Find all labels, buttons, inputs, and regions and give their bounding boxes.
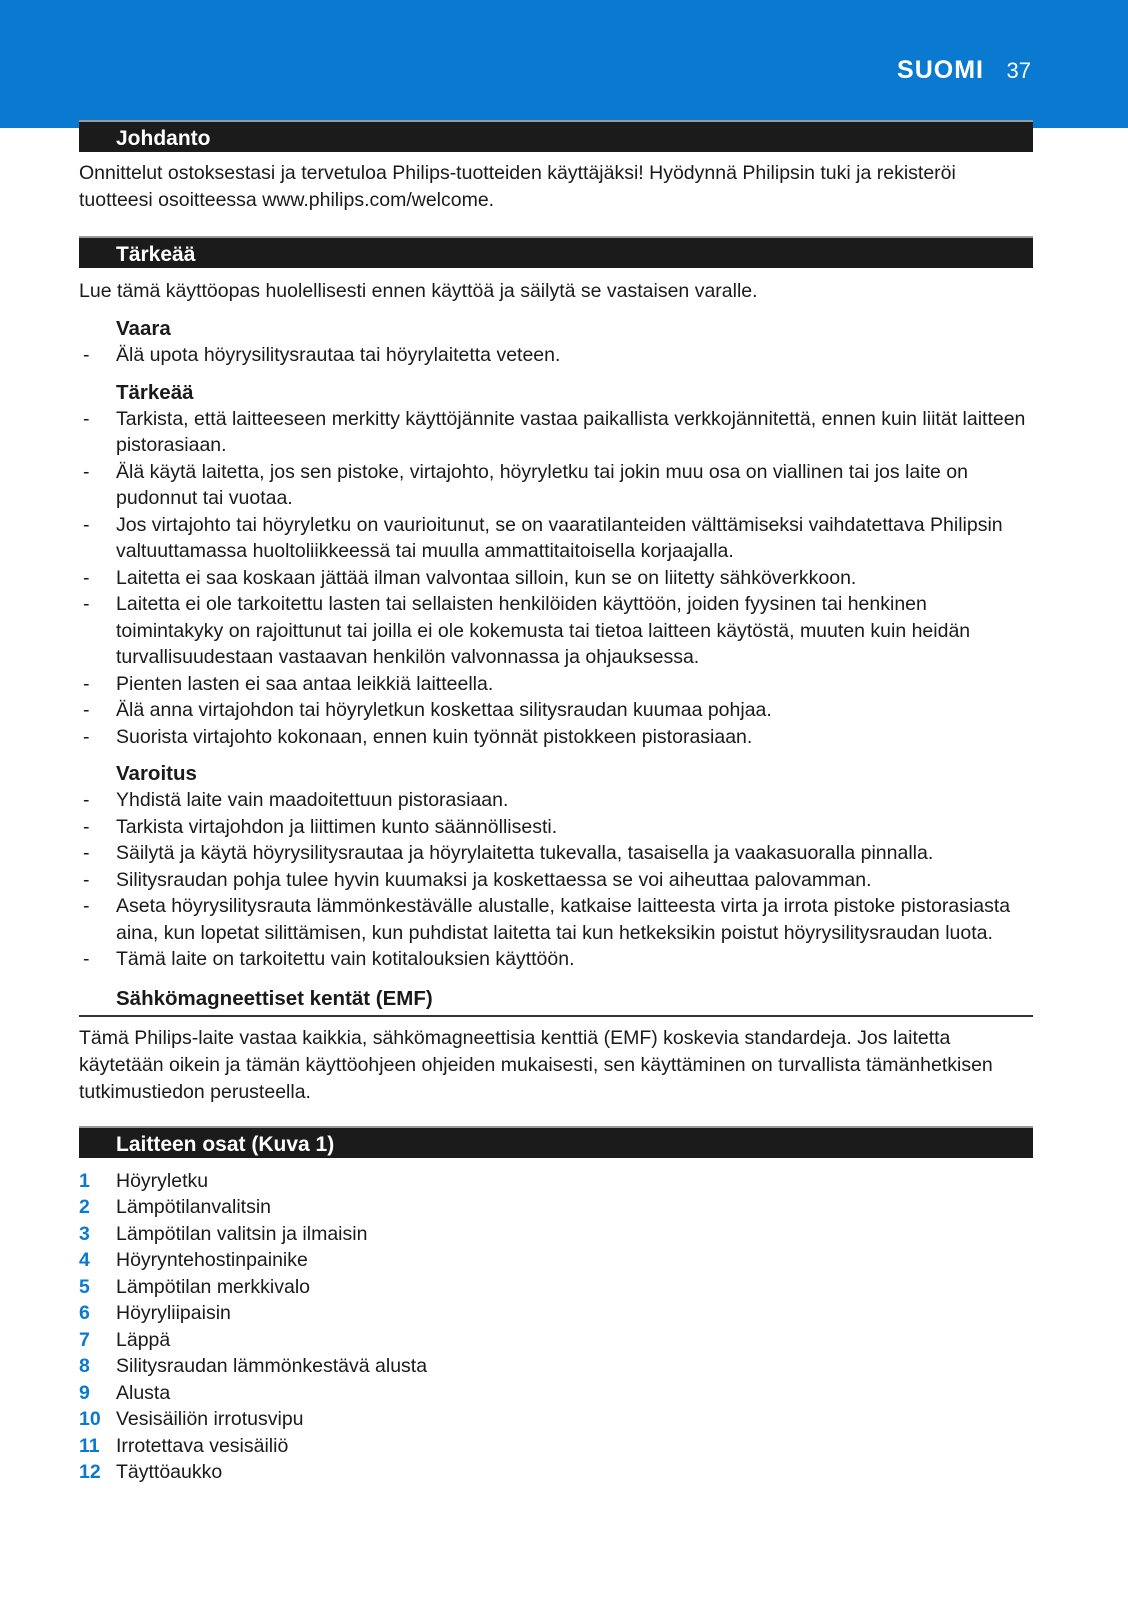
list-item-text: Laitetta ei ole tarkoitettu lasten tai sellaisten henkilöiden käyttöön, joiden fyysinen tai henkinen toimintakyky on rajoittunut tai joilla ei ole kokemusta tai tietoa laitteen käytöstä, muuten kuin heidän turvallisuudestaan vastaavan henkilön valvonnassa ja ohjauksessa. bbox=[116, 593, 971, 668]
list-item-text: Tarkista, että laitteeseen merkitty käyttöjännite vastaa paikallista verkkojännitettä, ennen kuin liität laitteen pistorasiaan. bbox=[116, 407, 1026, 456]
list-item bbox=[79, 1459, 1033, 1486]
list-item-text: Alusta bbox=[116, 1381, 171, 1404]
list-item bbox=[79, 1194, 1033, 1221]
list-item bbox=[79, 406, 1033, 459]
list-item bbox=[79, 459, 1033, 512]
bullet-dash: - bbox=[83, 513, 90, 536]
list-item bbox=[79, 1221, 1033, 1248]
list-item bbox=[79, 1274, 1033, 1301]
danger-heading: Vaara bbox=[116, 317, 171, 340]
bullet-dash: - bbox=[83, 566, 90, 589]
list-item bbox=[79, 1406, 1033, 1433]
list-item bbox=[79, 342, 1033, 369]
list-item bbox=[79, 724, 1033, 751]
list-item bbox=[79, 787, 1033, 814]
bullet-dash: - bbox=[83, 725, 90, 748]
bullet-dash: - bbox=[83, 672, 90, 695]
list-item-text: Läppä bbox=[116, 1328, 171, 1351]
list-item-text: Vesisäiliön irrotusvipu bbox=[116, 1408, 304, 1430]
item-number: 7 bbox=[79, 1328, 90, 1351]
list-item bbox=[79, 591, 1033, 671]
bullet-dash: - bbox=[83, 593, 90, 615]
list-item bbox=[79, 1247, 1033, 1274]
bullet-dash: - bbox=[83, 407, 90, 430]
list-item-text: Yhdistä laite vain maadoitettuun pistorasiaan. bbox=[116, 789, 509, 811]
item-number: 4 bbox=[79, 1249, 90, 1271]
list-item-text: Jos virtajohto tai höyryletku on vaurioitunut, se on vaaratilanteiden välttämiseksi vaihdatettava Philipsin valtuuttamassa huoltoliikkeessä tai muulla ammattitaitoisella korjaajalla. bbox=[116, 513, 1003, 562]
list-item bbox=[79, 840, 1033, 867]
list-item-text: Lämpötilanvalitsin bbox=[116, 1196, 272, 1218]
list-item-text: Tarkista virtajohdon ja liittimen kunto säännöllisesti. bbox=[116, 815, 558, 838]
caution-heading: Varoitus bbox=[116, 762, 197, 785]
item-number: 2 bbox=[79, 1196, 90, 1218]
language-label: SUOMI bbox=[897, 56, 984, 84]
intro-text: Onnittelut ostoksestasi ja tervetuloa Philips-tuotteiden käyttäjäksi! Hyödynnä Philipsin tuki ja rekisteröi tuotteesi osoitteessa www.philips.com/welcome. bbox=[79, 162, 956, 211]
list-item-text: Laitetta ei saa koskaan jättää ilman valvontaa silloin, kun se on liitetty sähköverkkoon. bbox=[116, 566, 857, 589]
bullet-dash: - bbox=[83, 789, 90, 811]
danger-list bbox=[79, 342, 1033, 369]
list-item bbox=[79, 512, 1033, 565]
emf-text: Tämä Philips-laite vastaa kaikkia, sähkömagneettisia kenttiä (EMF) koskevia standardeja. Jos laitetta käytetään oikein ja tämän käyttöohjeen ohjeiden mukaisesti, sen käyttäminen on turvallista tämänhetkisen tutkimustiedon perusteella. bbox=[79, 1026, 993, 1103]
list-item-text: Täyttöaukko bbox=[116, 1461, 223, 1483]
item-number: 9 bbox=[79, 1381, 90, 1404]
list-item bbox=[79, 867, 1033, 894]
section-heading-intro: Johdanto bbox=[79, 120, 1033, 152]
parts-list bbox=[79, 1168, 1033, 1486]
emf-heading: Sähkömagneettiset kentät (EMF) bbox=[79, 985, 1033, 1017]
header-band bbox=[0, 0, 1128, 128]
list-item bbox=[79, 893, 1033, 946]
bullet-dash: - bbox=[83, 815, 90, 838]
list-item-text: Höyryliipaisin bbox=[116, 1302, 231, 1324]
caution-list bbox=[79, 787, 1033, 973]
bullet-dash: - bbox=[83, 344, 90, 366]
list-item-text: Aseta höyrysilitysrauta lämmönkestävälle alustalle, katkaise laitteesta virta ja irrota pistoke pistorasiasta aina, kun lopetat silittämisen, kun puhdistat laitetta tai kun hetkeksikin poistut höyrysilitysraudan luota. bbox=[116, 895, 1011, 944]
list-item-text: Höyryletku bbox=[116, 1169, 209, 1192]
warning-heading: Tärkeää bbox=[116, 380, 194, 404]
item-number: 1 bbox=[79, 1169, 90, 1192]
list-item bbox=[79, 671, 1033, 698]
list-item-text: Suorista virtajohto kokonaan, ennen kuin työnnät pistokkeen pistorasiaan. bbox=[116, 725, 753, 748]
list-item bbox=[79, 697, 1033, 724]
list-item bbox=[79, 1168, 1033, 1195]
list-item bbox=[79, 565, 1033, 592]
bullet-dash: - bbox=[83, 842, 90, 864]
item-number: 6 bbox=[79, 1302, 90, 1324]
list-item bbox=[79, 814, 1033, 841]
bullet-dash: - bbox=[83, 868, 90, 891]
list-item-text: Älä upota höyrysilitysrautaa tai höyrylaitetta veteen. bbox=[116, 344, 561, 366]
list-item bbox=[79, 1300, 1033, 1327]
item-number: 5 bbox=[79, 1275, 90, 1298]
list-item-text: Höyryntehostinpainike bbox=[116, 1249, 308, 1271]
list-item-text: Silitysraudan pohja tulee hyvin kuumaksi ja koskettaessa se voi aiheuttaa palovamman. bbox=[116, 868, 872, 891]
bullet-dash: - bbox=[83, 895, 90, 917]
list-item-text: Lämpötilan merkkivalo bbox=[116, 1275, 311, 1298]
warning-list bbox=[79, 406, 1033, 751]
list-item bbox=[79, 1327, 1033, 1354]
list-item-text: Älä käytä laitetta, jos sen pistoke, virtajohto, höyryletku tai jokin muu osa on viallinen tai jos laite on pudonnut tai vuotaa. bbox=[116, 460, 968, 509]
bullet-dash: - bbox=[83, 948, 90, 970]
section-heading-parts: Laitteen osat (Kuva 1) bbox=[79, 1126, 1033, 1158]
list-item-text: Irrotettava vesisäiliö bbox=[116, 1434, 289, 1457]
list-item-text: Pienten lasten ei saa antaa leikkiä laitteella. bbox=[116, 672, 494, 695]
list-item bbox=[79, 1433, 1033, 1460]
list-item-text: Silitysraudan lämmönkestävä alusta bbox=[116, 1355, 428, 1377]
item-number: 8 bbox=[79, 1355, 90, 1377]
bullet-dash: - bbox=[83, 699, 90, 721]
list-item bbox=[79, 1353, 1033, 1380]
item-number: 10 bbox=[79, 1408, 101, 1430]
item-number: 12 bbox=[79, 1461, 101, 1483]
list-item-text: Säilytä ja käytä höyrysilitysrautaa ja höyrylaitetta tukevalla, tasaisella ja vaakasuoralla pinnalla. bbox=[116, 842, 934, 864]
item-number: 3 bbox=[79, 1222, 90, 1245]
list-item bbox=[79, 946, 1033, 973]
list-item bbox=[79, 1380, 1033, 1407]
bullet-dash: - bbox=[83, 460, 90, 483]
list-item-text: Tämä laite on tarkoitettu vain kotitalouksien käyttöön. bbox=[116, 948, 575, 970]
important-text: Lue tämä käyttöopas huolellisesti ennen käyttöä ja säilytä se vastaisen varalle. bbox=[79, 280, 758, 302]
item-number: 11 bbox=[79, 1434, 100, 1457]
page-number: 37 bbox=[1006, 58, 1031, 83]
list-item-text: Lämpötilan valitsin ja ilmaisin bbox=[116, 1222, 368, 1245]
section-heading-important: Tärkeää bbox=[79, 236, 1033, 268]
page-content bbox=[79, 120, 1033, 1486]
list-item-text: Älä anna virtajohdon tai höyryletkun koskettaa silitysraudan kuumaa pohjaa. bbox=[116, 699, 772, 721]
